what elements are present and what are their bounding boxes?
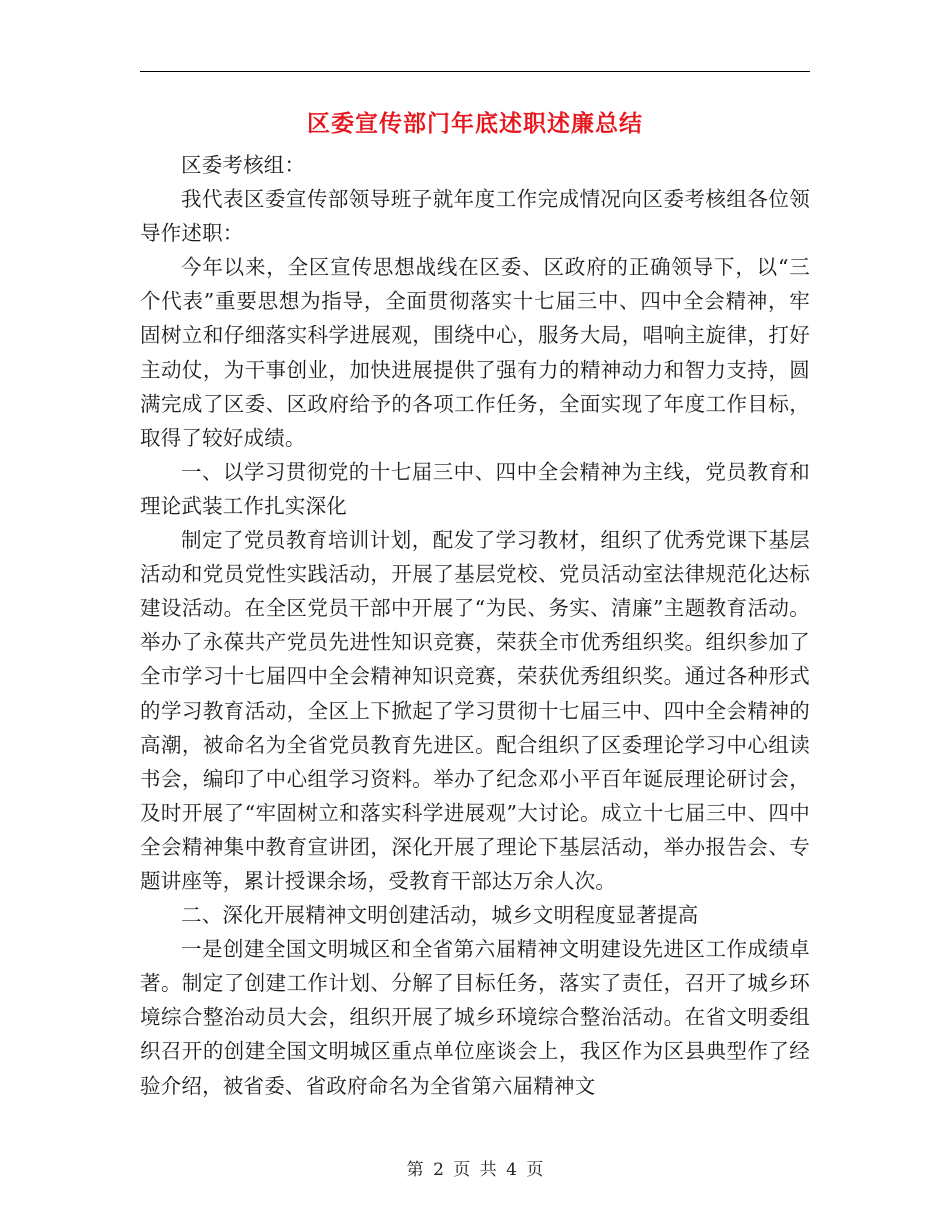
salutation-paragraph: 区委考核组： — [181, 153, 306, 177]
section-1-paragraph: 制定了党员教育培训计划，配发了学习教材，组织了优秀党课下基层活动和党员党性实践活动，开展了基层党校、党员活动室法律规范化达标建设活动。在全区党员干部中开展了“为民、务实、清廉”主题教育活动。举办了永葆共产党员先进性知识竞赛，荣获全市优秀组织奖。组织参加了全市学习十七届四中全会精神知识竞赛，荣获优秀组织奖。通过各种形式的学习教育活动，全区上下掀起了学习贯彻十七届三中、四中全会精神的高潮，被命名为全省党员教育先进区。配合组织了区委理论学习中心组读书会，编印了中心组学习资料。举办了纪念邓小平百年诞辰理论研讨会，及时开展了“牢固树立和落实科学进展观”大讨论。成立十七届三中、四中全会精神集中教育宣讲团，深化开展了理论下基层活动，举办报告会、专题讲座等，累计授课余场，受教育干部达万余人次。 — [140, 528, 810, 893]
section-heading-1: 一、以学习贯彻党的十七届三中、四中全会精神为主线，党员教育和理论武装工作扎实深化 — [140, 459, 810, 518]
document-body — [140, 148, 810, 1103]
section-heading-2: 二、深化开展精神文明创建活动，城乡文明程度显著提高 — [181, 903, 699, 928]
page-number-footer: 第 2 页 共 4 页 — [406, 1160, 544, 1180]
header-rule — [140, 71, 810, 72]
overview-paragraph: 今年以来，全区宣传思想战线在区委、区政府的正确领导下，以“三个代表”重要思想为指导，全面贯彻落实十七届三中、四中全会精神，牢固树立和仔细落实科学进展观，围绕中心，服务大局，唱响主旋律，打好主动仗，为干事创业，加快进展提供了强有力的精神动力和智力支持，圆满完成了区委、区政府给予的各项工作任务，全面实现了年度工作目标，取得了较好成绩。 — [140, 255, 810, 450]
intro-paragraph: 我代表区委宣传部领导班子就年度工作完成情况向区委考核组各位领导作述职： — [140, 187, 810, 246]
section-2-paragraph: 一是创建全国文明城区和全省第六届精神文明建设先进区工作成绩卓著。制定了创建工作计划、分解了目标任务，落实了责任，召开了城乡环境综合整治动员大会，组织开展了城乡环境综合整治活动。在省文明委组织召开的创建全国文明城区重点单位座谈会上，我区作为区县典型作了经验介绍，被省委、省政府命名为全省第六届精神文 — [140, 937, 810, 1098]
document-title: 区委宣传部门年底述职述廉总结 — [307, 111, 643, 137]
